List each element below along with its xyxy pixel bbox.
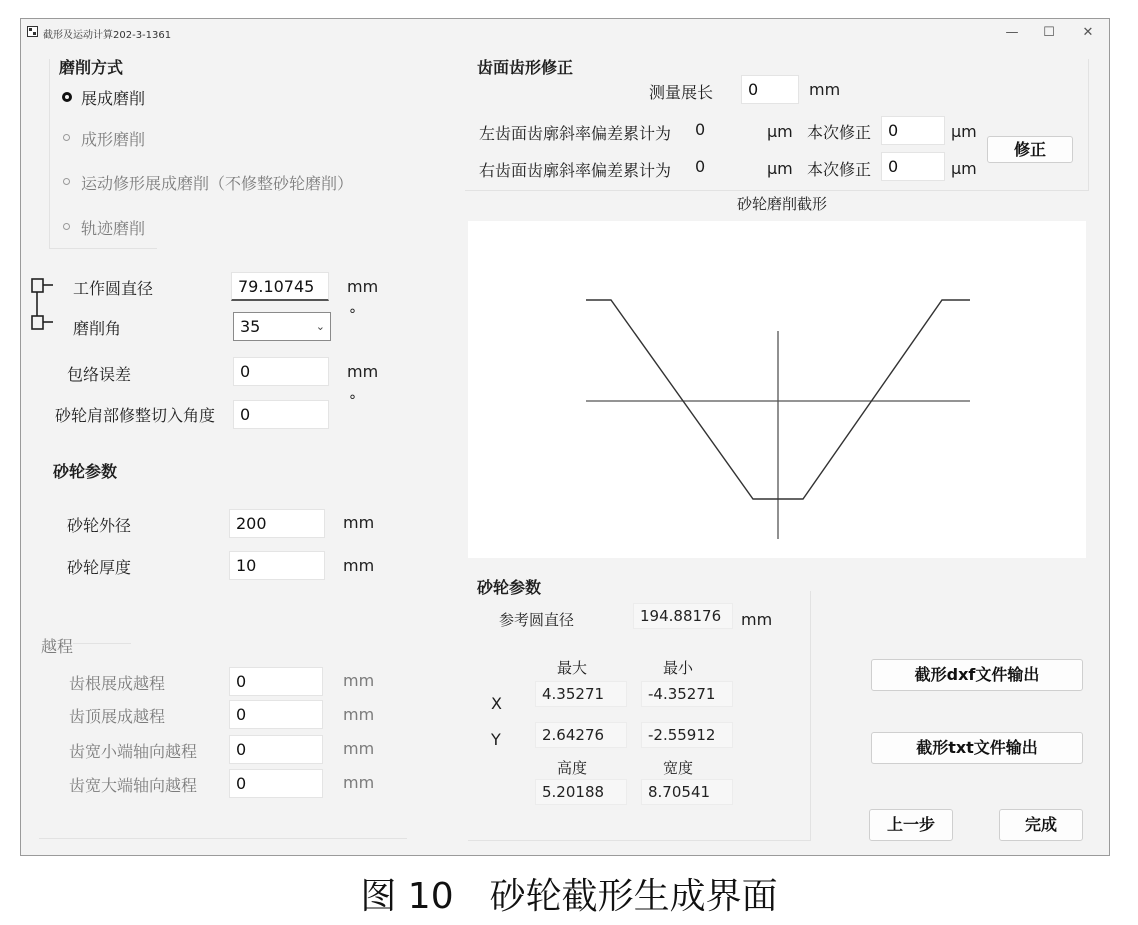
left-deviation-label: 左齿面齿廓斜率偏差累计为 [479,124,672,143]
radio-forming[interactable] [63,134,70,141]
right-this-label: 本次修正 [807,160,872,179]
overtravel-title: 越程 [41,637,74,656]
wheel-params-title: 砂轮参数 [53,462,118,481]
overtravel-small-end-label: 齿宽小端轴向越程 [69,742,198,761]
overtravel-tip-input[interactable]: 0 [229,700,323,729]
max-header: 最大 [557,659,588,677]
left-this-input[interactable]: 0 [881,116,945,145]
y-max-value: 2.64276 [535,722,627,748]
export-txt-button[interactable]: 截形txt文件输出 [871,732,1083,764]
maximize-button[interactable]: ☐ [1043,25,1055,40]
left-this-unit: μm [951,122,977,141]
wheel-thick-input[interactable]: 10 [229,551,325,580]
app-window [20,18,1110,856]
height-header: 高度 [557,759,588,777]
left-deviation-unit: μm [767,122,793,141]
export-dxf-button[interactable]: 截形dxf文件输出 [871,659,1083,691]
window-title: 截形及运动计算202-3-1361 [43,30,172,41]
ref-circle-value: 194.88176 [633,603,733,629]
title-bar [21,19,1109,47]
wheel-outer-unit: mm [343,513,375,532]
measure-length-unit: mm [809,80,841,99]
measure-length-input[interactable]: 0 [741,75,799,104]
right-deviation-unit: μm [767,159,793,178]
ref-circle-unit: mm [741,610,773,629]
envelope-input[interactable]: 0 [233,357,329,386]
finish-button[interactable]: 完成 [999,809,1083,841]
radio-motion-modify-label[interactable]: 运动修形展成磨削（不修整砂轮磨削） [81,174,354,193]
wheel-thick-unit: mm [343,556,375,575]
x-min-value: -4.35271 [641,681,733,707]
minimize-button[interactable]: — [1005,25,1019,40]
overtravel-root-input[interactable]: 0 [229,667,323,696]
left-this-label: 本次修正 [807,123,872,142]
right-deviation-label: 右齿面齿廓斜率偏差累计为 [479,161,672,180]
radio-generating[interactable] [62,92,72,102]
shoulder-angle-unit: ° [349,393,356,409]
preview-title: 砂轮磨削截形 [737,195,828,213]
min-header: 最小 [663,659,694,677]
envelope-unit: mm [347,362,379,381]
app-icon [27,26,38,37]
wheel-outer-label: 砂轮外径 [67,516,132,535]
shoulder-angle-input[interactable]: 0 [233,400,329,429]
shoulder-angle-label: 砂轮肩部修整切入角度 [55,406,216,425]
height-value: 5.20188 [535,779,627,805]
wheel-profile-svg [468,221,1086,558]
grind-angle-value: 35 [240,317,261,336]
radio-motion-modify[interactable] [63,178,70,185]
y-min-value: -2.55912 [641,722,733,748]
ref-circle-label: 参考圆直径 [499,611,575,629]
radio-trajectory-label[interactable]: 轨迹磨削 [81,219,146,238]
figure-caption: 图 10 砂轮截形生成界面 [360,876,778,917]
close-button[interactable]: ✕ [1082,25,1094,40]
right-this-input[interactable]: 0 [881,152,945,181]
chevron-down-icon: ⌄ [315,320,325,333]
overtravel-tip-label: 齿顶展成越程 [69,707,166,726]
overtravel-large-end-input[interactable]: 0 [229,769,323,798]
overtravel-root-unit: mm [343,671,375,690]
overtravel-large-end-unit: mm [343,773,375,792]
wheel-outer-input[interactable]: 200 [229,509,325,538]
envelope-label: 包络误差 [67,365,132,384]
overtravel-root-label: 齿根展成越程 [69,674,166,693]
measure-length-label: 测量展长 [649,83,714,102]
y-row-label: Y [491,730,501,749]
work-circle-input[interactable]: 79.10745 [231,272,329,301]
right-this-unit: μm [951,159,977,178]
overtravel-small-end-unit: mm [343,739,375,758]
overtravel-divider [73,643,131,644]
radio-forming-label[interactable]: 成形磨削 [81,130,146,149]
grind-angle-label: 磨削角 [73,319,122,338]
overtravel-large-end-label: 齿宽大端轴向越程 [69,776,198,795]
grind-angle-unit: ° [349,307,356,323]
overtravel-tip-unit: mm [343,705,375,724]
x-row-label: X [491,694,502,713]
result-title: 砂轮参数 [477,578,542,597]
wheel-thick-label: 砂轮厚度 [67,558,132,577]
correction-title: 齿面齿形修正 [477,58,574,77]
link-bracket-icon[interactable] [29,274,69,334]
radio-trajectory[interactable] [63,223,70,230]
result-group-right-edge [810,591,811,841]
left-deviation-value: 0 [695,120,706,139]
right-deviation-value: 0 [695,157,706,176]
previous-step-button[interactable]: 上一步 [869,809,953,841]
work-circle-unit: mm [347,277,379,296]
width-header: 宽度 [663,759,694,777]
apply-correction-button[interactable]: 修正 [987,136,1073,163]
width-value: 8.70541 [641,779,733,805]
wheel-profile-canvas [468,221,1086,558]
grinding-mode-title: 磨削方式 [59,58,124,77]
work-circle-label: 工作圆直径 [73,279,154,298]
overtravel-small-end-input[interactable]: 0 [229,735,323,764]
x-max-value: 4.35271 [535,681,627,707]
radio-generating-label[interactable]: 展成磨削 [81,89,146,108]
grind-angle-select[interactable] [233,312,331,341]
